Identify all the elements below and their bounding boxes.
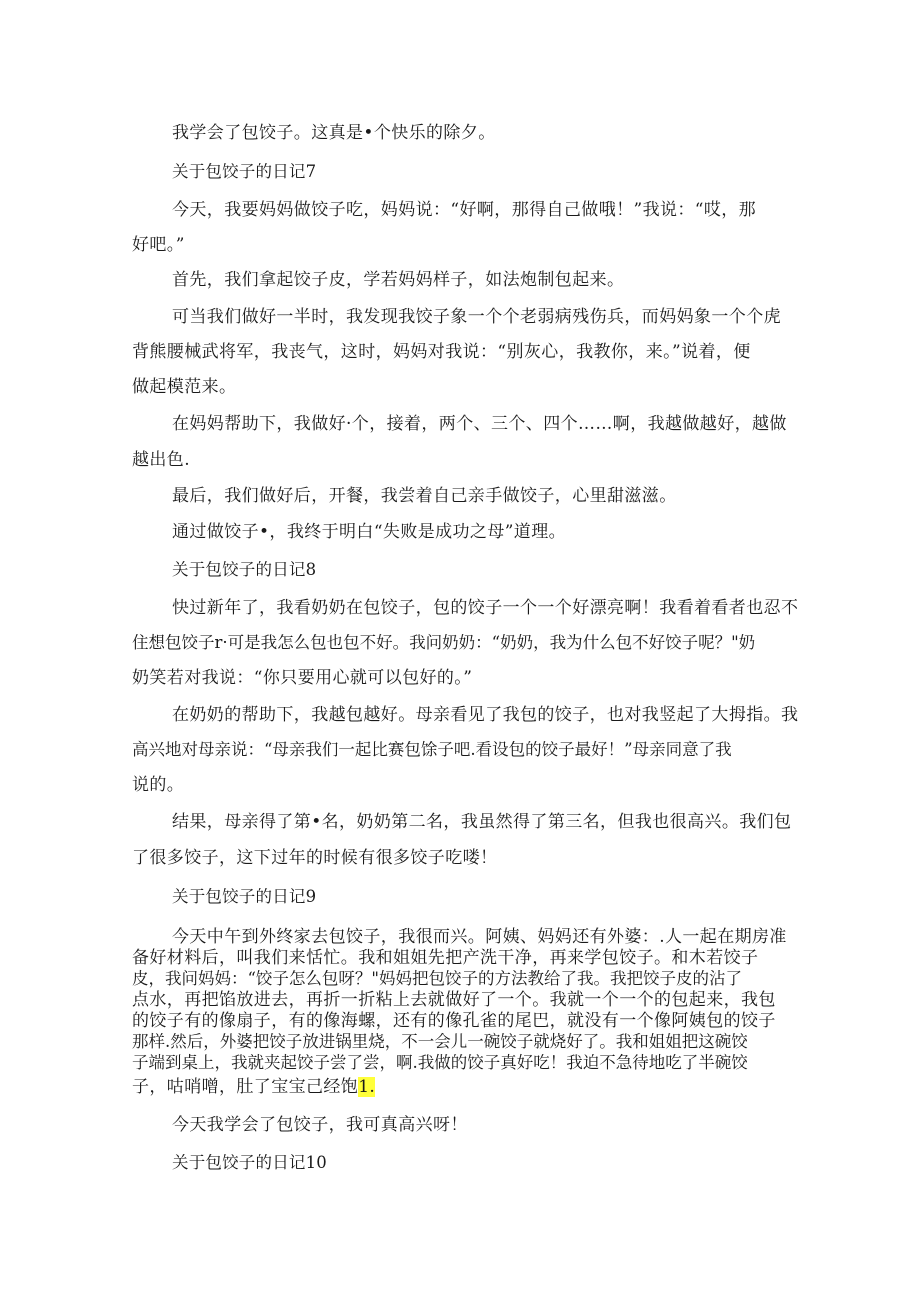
paragraph-line: 备好材料后，叫我们来恬忙。我和姐姐先把产洗干净，再来学包饺子。和木若饺子 [132, 948, 759, 968]
paragraph-line: 住想包饺子r·可是我怎么包也包不好。我问奶奶：“奶奶，我为什么包不好饺子呢？"奶 [132, 633, 756, 652]
paragraph-line: 背熊腰械武将军，我丧气，这时，妈妈对我说：“别灰心，我教你，来。”说着，便 [132, 342, 751, 362]
paragraph-line: 通过做饺子•，我终于明白“失败是成功之母”道理。 [172, 522, 567, 542]
section-heading: 关于包饺子的日记7 [172, 162, 317, 181]
paragraph-line: 子端到桌上，我就夹起饺子尝了尝，啊.我做的饺子真好吃！我迫不急待地吃了半碗饺 [132, 1053, 748, 1072]
paragraph-line: 在奶奶的帮助下，我越包越好。母亲看见了我包的饺子，也对我竖起了大拇指。我 [172, 705, 799, 725]
paragraph-line: 在妈妈帮助下，我做好·个，接着，两个、三个、四个……啊，我越做越好，越做 [172, 414, 787, 434]
paragraph-line: 了很多饺子，这下过年的时候有很多饺子吃喽！ [132, 848, 498, 868]
paragraph-line: 好吧。” [132, 235, 185, 255]
paragraph-line: 点水，再把馅放进去，再折一折粘上去就做好了一个。我就一个一个的包起来，我包 [132, 990, 776, 1010]
paragraph-line [132, 1079, 375, 1096]
paragraph-line: 今天我学会了包饺子，我可真高兴呀！ [172, 1115, 468, 1135]
paragraph-text: 子，咕哨噌，肚了宝宝己经饱 [132, 1077, 359, 1097]
paragraph-line: 奶笑若对我说：“你只要用心就可以包好的。” [132, 668, 473, 688]
paragraph-line: 的饺子有的像扇子，有的像海螺，还有的像孔雀的尾巴，就没有一个像阿姨包的饺子 [132, 1011, 776, 1031]
paragraph-line: 今天中午到外终家去包饺子，我很而兴。阿姨、妈妈还有外婆：.人一起在期房准 [172, 927, 787, 947]
paragraph-line: 我学会了包饺子。这真是•个快乐的除夕。 [172, 123, 496, 143]
paragraph-line: 可当我们做好一半时，我发现我饺子象一个个老弱病残伤兵，而妈妈象一个个虎 [172, 307, 781, 327]
paragraph-line: 做起模范来。 [132, 377, 237, 397]
paragraph-line: 快过新年了，我看奶奶在包饺子，包的饺子一个一个好漂亮啊！我看着看者也忍不 [172, 598, 799, 618]
paragraph-line: 首先，我们拿起饺子皮，学若妈妈样子，如法炮制包起来。 [172, 270, 625, 290]
paragraph-line: 结果，母亲得了第•名，奶奶第二名，我虽然得了第三名，但我也很高兴。我们包 [172, 812, 792, 832]
section-heading: 关于包饺子的日记9 [172, 887, 317, 906]
paragraph-line: 说的。 [132, 775, 185, 795]
paragraph-line: 那样.然后，外婆把饺子放进锅里烧，不一会儿一碗饺子就烧好了。我和姐姐把这碗饺 [132, 1032, 748, 1051]
paragraph-line: 皮，我问妈妈：“饺子怎么包呀？"妈妈把包饺子的方法教给了我。我把饺子皮的沾了 [132, 969, 743, 988]
section-heading: 关于包饺子的日记8 [172, 560, 317, 579]
paragraph-line: 今天，我要妈妈做饺子吃，妈妈说：“好啊，那得自己做哦！”我说：“哎，那 [172, 200, 757, 220]
paragraph-line: 最后，我们做好后，开餐，我尝着自己亲手做饺子，心里甜滋滋。 [172, 486, 677, 506]
highlighted-text: 1. [358, 1077, 376, 1097]
section-heading: 关于包饺子的日记10 [172, 1153, 327, 1172]
paragraph-line: 越出色. [132, 450, 191, 470]
paragraph-line: 高兴地对母亲说：“母亲我们一起比赛包馀子吧.看设包的饺子最好！”母亲同意了我 [132, 740, 732, 759]
